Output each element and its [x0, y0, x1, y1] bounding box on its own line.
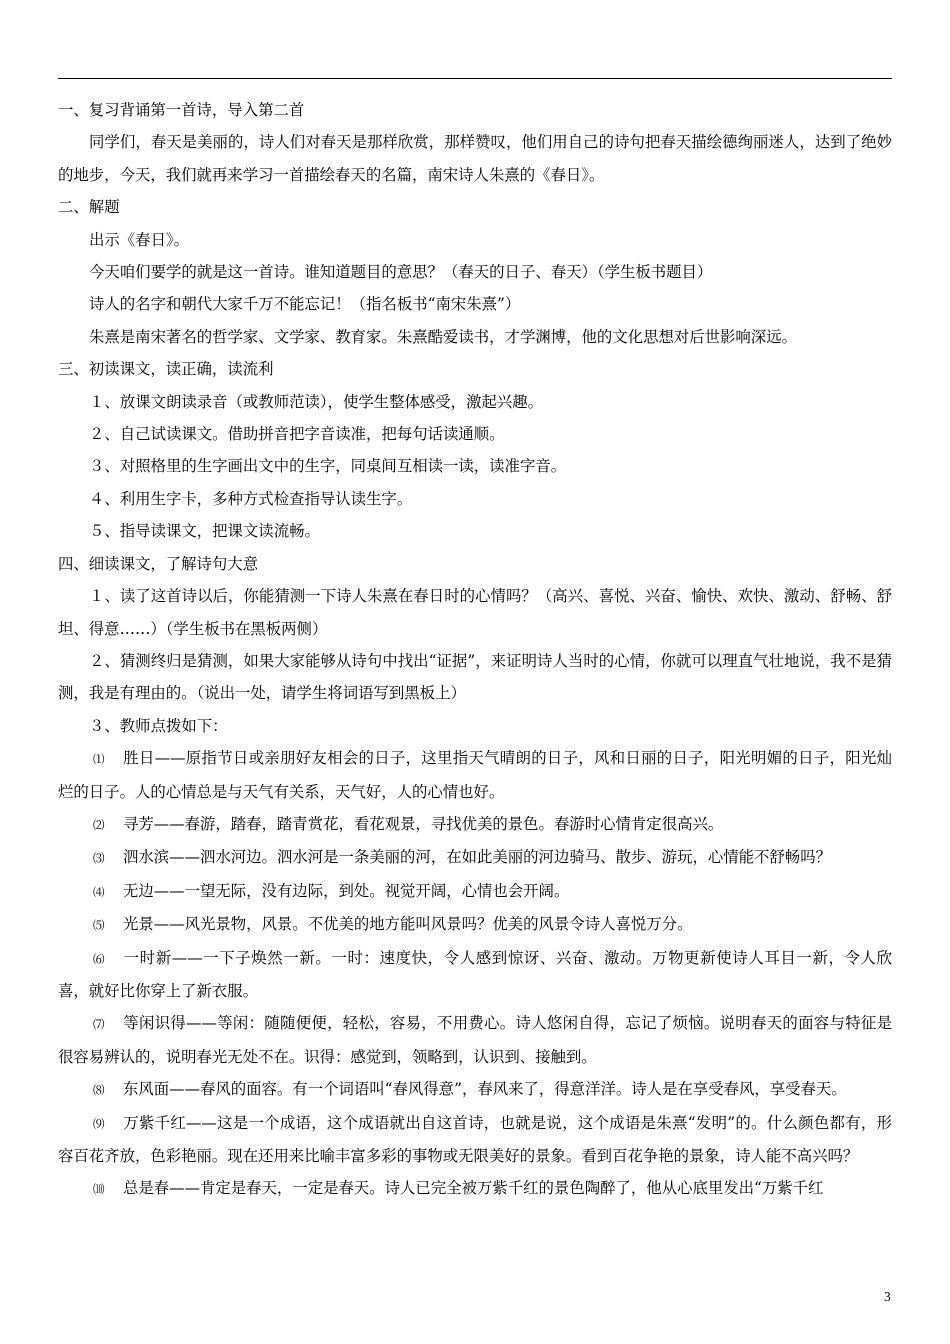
note-number: ⑹ — [93, 951, 105, 966]
section-4-paragraph-3: ３、教师点拨如下： — [89, 716, 228, 735]
note-number: ⑶ — [93, 851, 105, 866]
section-2-paragraph-4: 朱熹是南宋著名的哲学家、文学家、教育家。朱熹酷爱读书，才学渊博，他的文化思想对后世影响深远。 — [89, 327, 797, 346]
document-body — [58, 94, 892, 1206]
section-2-paragraph-1: 出示《春日》。 — [89, 230, 190, 249]
section-3-heading: 三、初读课文，读正确，读流利 — [58, 360, 274, 379]
note-text: 万紫千红——这是一个成语，这个成语就出自这首诗，也就是说，这个成语是朱熹“发明”的。什么颜色都有，形容百花齐放，色彩艳丽。现在还用来比喻丰富多彩的事物或无限美好的景象。看到百花争艳的景象，诗人能不高兴吗？ — [58, 1113, 892, 1165]
note-item — [58, 908, 892, 941]
note-number: ⑵ — [93, 817, 105, 832]
note-text: 东风面——春风的面容。有一个词语叫“春风得意”，春风来了，得意洋洋。诗人是在享受春风，享受春天。 — [123, 1080, 847, 1099]
note-item — [58, 875, 892, 908]
list-item: ５、指导读课文，把课文读流畅。 — [89, 522, 320, 541]
note-text: 一时新——一下子焕然一新。一时：速度快，令人感到惊讶、兴奋、激动。万物更新使诗人耳目一新，令人欣喜，就好比你穿上了新衣服。 — [58, 948, 892, 1000]
section-2-paragraph-3: 诗人的名字和朝代大家千万不能忘记！（指名板书“南宋朱熹”） — [89, 295, 521, 314]
note-text: 光景——风光景物，风景。不优美的地方能叫风景吗？优美的风景令诗人喜悦万分。 — [123, 915, 693, 934]
note-item — [58, 841, 892, 874]
note-text: 总是春——肯定是春天，一定是春天。诗人已完全被万紫千红的景色陶醉了，他从心底里发出“万紫千红 — [123, 1179, 824, 1198]
list-item: １、放课文朗读录音（或教师范读），使学生整体感受，激起兴趣。 — [89, 392, 544, 411]
list-item: ４、利用生字卡，多种方式检查指导认读生字。 — [89, 489, 413, 508]
list-item: ２、自己试读课文。借助拼音把字音读准，把每句话读通顺。 — [89, 425, 505, 444]
page-number: 3 — [884, 1289, 891, 1304]
note-text: 泗水滨——泗水河边。泗水河是一条美丽的河，在如此美丽的河边骑马、散步、游玩，心情能不舒畅吗？ — [123, 848, 831, 867]
note-item — [58, 1007, 892, 1073]
note-item — [58, 742, 892, 808]
note-number: ⑴ — [93, 752, 105, 767]
section-4-paragraph-2: ２、猜测终归是猜测，如果大家能够从诗句中找出“证据”，来证明诗人当时的心情，你就可以理直气壮地说，我不是猜测，我是有理由的。（说出一处，请学生将词语写到黑板上） — [58, 651, 892, 703]
list-item: ３、对照格里的生字画出文中的生字，同桌间互相读一读，读准字音。 — [89, 457, 567, 476]
note-item — [58, 1172, 892, 1205]
note-text: 胜日——原指节日或亲朋好友相会的日子，这里指天气晴朗的日子，风和日丽的日子，阳光明媚的日子，阳光灿烂的日子。人的心情总是与天气有关系，天气好，人的心情也好。 — [58, 749, 892, 801]
section-1-paragraph: 同学们，春天是美丽的，诗人们对春天是那样欣赏，那样赞叹，他们用自己的诗句把春天描绘德绚丽迷人，达到了绝妙的地步，今天，我们就再来学习一首描绘春天的名篇，南宋诗人朱熹的《春日》。 — [58, 133, 892, 184]
note-number: ⑻ — [93, 1083, 105, 1098]
note-text: 等闲识得——等闲：随随便便，轻松，容易，不用费心。诗人悠闲自得，忘记了烦恼。说明春天的面容与特征是很容易辨认的，说明春光无处不在。识得：感觉到，领略到，认识到、接触到。 — [58, 1014, 892, 1066]
note-item — [58, 808, 892, 841]
section-2-paragraph-2: 今天咱们要学的就是这一首诗。谁知道题目的意思？（春天的日子、春天）（学生板书题目） — [89, 263, 713, 282]
section-1-heading: 一、复习背诵第一首诗，导入第二首 — [58, 101, 305, 119]
note-item — [58, 1107, 892, 1173]
note-text: 寻芳——春游，踏春，踏青赏花，看花观景，寻找优美的景色。春游时心情肯定很高兴。 — [123, 814, 724, 833]
note-number: ⑷ — [93, 884, 105, 899]
section-4-paragraph-1: １、读了这首诗以后，你能猜测一下诗人朱熹在春日时的心情吗？（高兴、喜悦、兴奋、愉快、欢快、激动、舒畅、舒坦、得意……）（学生板书在黑板两侧） — [58, 587, 892, 638]
section-4-heading: 四、细读课文，了解诗句大意 — [58, 554, 259, 573]
section-2-heading: 二、解题 — [58, 198, 120, 217]
note-number: ⑽ — [93, 1182, 105, 1197]
note-item — [58, 942, 892, 1008]
header-rule — [58, 78, 892, 79]
note-number: ⑸ — [93, 918, 105, 933]
note-text: 无边——一望无际，没有边际，到处。视觉开阔，心情也会开阔。 — [123, 881, 570, 900]
note-item — [58, 1073, 892, 1106]
note-number: ⑺ — [93, 1017, 105, 1032]
note-number: ⑼ — [93, 1116, 105, 1131]
